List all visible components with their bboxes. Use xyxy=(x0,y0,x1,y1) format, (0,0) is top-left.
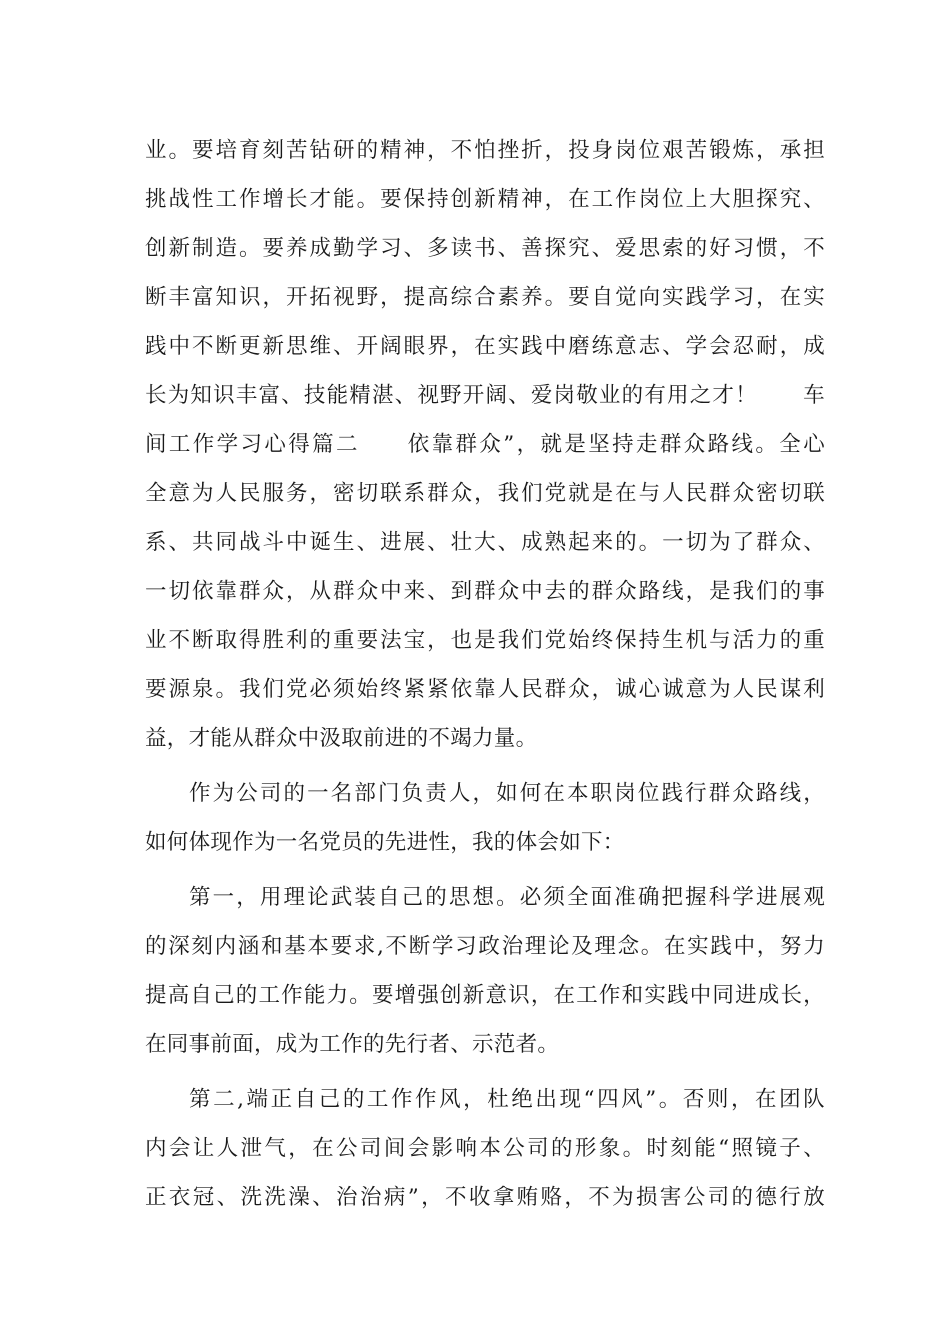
paragraph-first-line: 第二,端正自己的工作作风，杜绝出现“四风”。否则，在团队 xyxy=(189,1087,825,1112)
text-line: 正衣冠、洗洗澡、治治病”，不收拿贿赂，不为损害公司的德行放 xyxy=(145,1185,825,1210)
paragraph-first-line: 第一，用理论武装自己的思想。必须全面准确把握科学进展观 xyxy=(189,885,825,910)
text-line: 如何体现作为一名党员的先进性，我的体会如下： xyxy=(145,830,625,855)
text-line: 践中不断更新思维、开阔眼界，在实践中磨练意志、学会忍耐，成 xyxy=(145,334,825,359)
text-line: 一切依靠群众，从群众中来、到群众中去的群众路线，是我们的事 xyxy=(145,579,825,604)
body-text xyxy=(145,126,825,1222)
text-line: 业。要培育刻苦钻研的精神，不怕挫折，投身岗位艰苦锻炼，承担 xyxy=(145,138,825,163)
text-line: 的深刻内涵和基本要求,不断学习政治理论及理念。在实践中，努力 xyxy=(145,934,825,959)
text-line: 间工作学习心得篇二 依靠群众”，就是坚持走群众路线。全心 xyxy=(145,432,825,457)
text-line: 业不断取得胜利的重要法宝，也是我们党始终保持生机与活力的重 xyxy=(145,628,825,653)
text-line: 要源泉。我们党必须始终紧紧依靠人民群众，诚心诚意为人民谋利 xyxy=(145,677,825,702)
text-line: 断丰富知识，开拓视野，提高综合素养。要自觉向实践学习，在实 xyxy=(145,285,825,310)
text-line: 益，才能从群众中汲取前进的不竭力量。 xyxy=(145,726,538,751)
text-line: 提高自己的工作能力。要增强创新意识，在工作和实践中同进成长， xyxy=(145,983,825,1008)
text-line: 在同事前面，成为工作的先行者、示范者。 xyxy=(145,1032,560,1057)
text-line: 内会让人泄气，在公司间会影响本公司的形象。时刻能“照镜子、 xyxy=(145,1136,825,1161)
text-line: 创新制造。要养成勤学习、多读书、善探究、爱思索的好习惯，不 xyxy=(145,236,825,261)
paragraph-first-line: 作为公司的一名部门负责人，如何在本职岗位践行群众路线， xyxy=(189,781,825,806)
text-line: 挑战性工作增长才能。要保持创新精神，在工作岗位上大胆探究、 xyxy=(145,187,825,212)
text-line: 长为知识丰富、技能精湛、视野开阔、爱岗敬业的有用之才！ 车 xyxy=(145,383,825,408)
text-line: 全意为人民服务，密切联系群众，我们党就是在与人民群众密切联 xyxy=(145,481,825,506)
text-line: 系、共同战斗中诞生、进展、壮大、成熟起来的。一切为了群众、 xyxy=(145,530,825,555)
